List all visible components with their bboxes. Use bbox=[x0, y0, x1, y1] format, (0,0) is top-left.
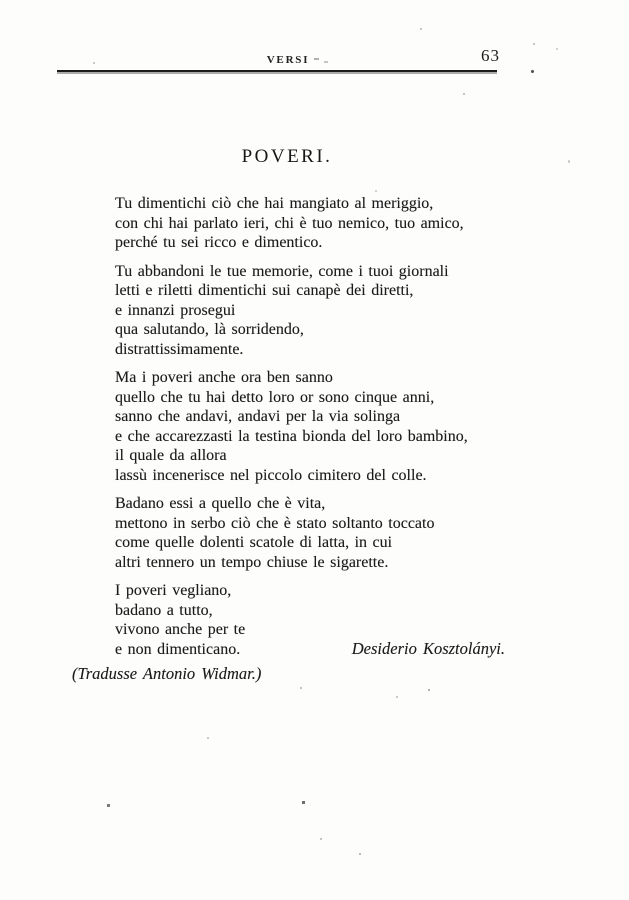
scan-speck bbox=[302, 801, 305, 804]
poem-line: qua salutando, là sorridendo, bbox=[115, 321, 304, 338]
stanza-2 bbox=[115, 262, 595, 360]
poem-line: e che accarezzasti la testina bionda del loro bambino, bbox=[115, 427, 468, 445]
scan-speck bbox=[428, 689, 430, 691]
scan-speck bbox=[533, 43, 535, 45]
poem-line: altri tennero un tempo chiuse le sigarette. bbox=[115, 553, 389, 571]
scan-speck bbox=[320, 838, 322, 840]
scan-speck bbox=[314, 58, 319, 60]
poem-line: quello che tu hai detto loro or sono cinque anni, bbox=[115, 388, 435, 406]
poem-line: Tu abbandoni le tue memorie, come i tuoi giornali bbox=[115, 262, 449, 280]
author-attribution: Desiderio Kosztolányi. bbox=[351, 639, 505, 658]
poem-line: letti e riletti dimentichi sui canapè dei diretti, bbox=[115, 282, 414, 299]
scan-speck bbox=[568, 160, 570, 163]
scan-speck bbox=[396, 696, 398, 698]
stanza-4 bbox=[115, 494, 595, 572]
scan-speck bbox=[181, 349, 184, 352]
scan-speck bbox=[463, 93, 465, 95]
stanza-3 bbox=[115, 368, 595, 485]
page-number: 63 bbox=[481, 46, 500, 65]
poem-line: Tu dimentichi ciò che hai mangiato al meriggio, bbox=[115, 195, 434, 212]
poem-line: Badano essi a quello che è vita, bbox=[115, 495, 326, 512]
scan-speck bbox=[93, 62, 95, 64]
poem-line: e innanzi prosegui bbox=[115, 301, 236, 319]
poem-line: come quelle dolenti scatole di latta, in cui bbox=[115, 534, 393, 551]
poem-line: vivono anche per te bbox=[115, 621, 246, 638]
poem-line: e non dimenticano. bbox=[115, 640, 241, 658]
poem-title: POVERI. bbox=[241, 146, 333, 167]
poem-line: lassù incenerisce nel piccolo cimitero del colle. bbox=[115, 466, 427, 484]
scan-speck bbox=[359, 853, 361, 855]
poem-line: I poveri vegliano, bbox=[115, 582, 232, 599]
poem-body bbox=[115, 194, 595, 668]
poem-line: il quale da allora bbox=[115, 447, 227, 464]
scan-speck bbox=[375, 190, 377, 192]
scan-speck bbox=[207, 737, 209, 739]
scan-speck bbox=[556, 48, 558, 50]
poem-line: con chi hai parlato ieri, chi è tuo nemico, tuo amico, bbox=[115, 214, 464, 232]
scan-speck bbox=[107, 804, 110, 807]
poem-line: distrattissimamente. bbox=[115, 340, 244, 358]
running-title: VERSI bbox=[266, 54, 310, 66]
poem-line: sanno che andavi, andavi per la via solinga bbox=[115, 408, 401, 425]
poem-line: badano a tutto, bbox=[115, 601, 213, 619]
poem-line: perché tu sei ricco e dimentico. bbox=[115, 234, 323, 251]
poem-line: Ma i poveri anche ora ben sanno bbox=[115, 369, 333, 386]
scan-speck bbox=[531, 70, 534, 73]
header-rule bbox=[57, 70, 497, 72]
stanza-1 bbox=[115, 194, 595, 253]
scan-speck bbox=[324, 61, 328, 63]
translator-note: (Tradusse Antonio Widmar.) bbox=[72, 664, 262, 683]
scan-speck bbox=[300, 687, 302, 689]
scan-speck bbox=[420, 28, 422, 30]
poem-line: mettono in serbo ciò che è stato soltanto toccato bbox=[115, 514, 435, 532]
